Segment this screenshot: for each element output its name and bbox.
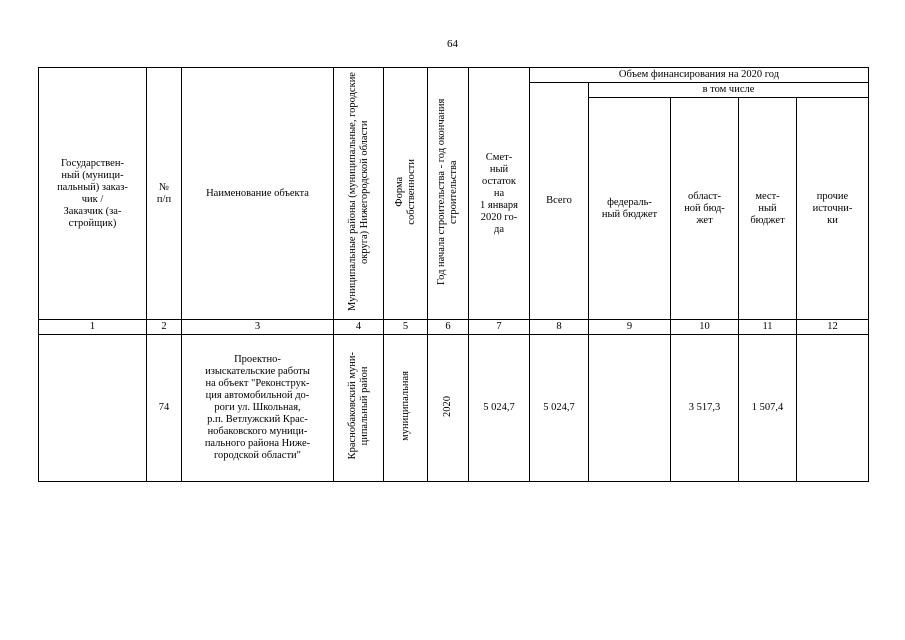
col-num-1: 1 (39, 320, 147, 335)
header-object-name: Наименование объекта (182, 68, 334, 320)
col-num-3: 3 (182, 320, 334, 335)
row-district: Краснобаковский муни- ципальный район (334, 335, 384, 482)
col-num-12: 12 (797, 320, 869, 335)
column-numbers-row (39, 320, 869, 335)
row-other (797, 335, 869, 482)
header-customer: Государствен- ный (муници- пальный) заказ- чик / Заказчик (за- стройщик) (39, 68, 147, 320)
header-districts: Муниципальные районы (муниципальные, городские округа) Нижегородской области (334, 68, 384, 320)
col-num-10: 10 (671, 320, 739, 335)
row-total: 5 024,7 (530, 335, 589, 482)
row-federal (589, 335, 671, 482)
row-local: 1 507,4 (739, 335, 797, 482)
row-ownership: муниципальная (384, 335, 428, 482)
header-row-1 (39, 68, 869, 83)
col-num-11: 11 (739, 320, 797, 335)
page-number: 64 (447, 38, 458, 50)
header-ownership: Форма собственности (384, 68, 428, 320)
col-num-8: 8 (530, 320, 589, 335)
col-num-5: 5 (384, 320, 428, 335)
header-financing: Объем финансирования на 2020 год (530, 68, 869, 83)
row-num: 74 (147, 335, 182, 482)
col-num-4: 4 (334, 320, 384, 335)
row-customer (39, 335, 147, 482)
col-num-9: 9 (589, 320, 671, 335)
header-total: Всего (530, 83, 589, 320)
col-num-2: 2 (147, 320, 182, 335)
header-federal: федераль- ный бюджет (589, 98, 671, 320)
row-years: 2020 (428, 335, 469, 482)
row-regional: 3 517,3 (671, 335, 739, 482)
row-estimate: 5 024,7 (469, 335, 530, 482)
header-num: № п/п (147, 68, 182, 320)
header-years: Год начала строительства - год окончания строительства (428, 68, 469, 320)
construction-program-table (38, 67, 869, 482)
col-num-6: 6 (428, 320, 469, 335)
header-including: в том числе (589, 83, 869, 98)
row-object-name: Проектно- изыскательские работы на объект "Реконструк- ция автомобильной до- роги ул. Школьная, р.п. Ветлужский Крас- нобаковского муници- пального района Ниже- городской области" (182, 335, 334, 482)
header-local: мест- ный бюджет (739, 98, 797, 320)
table-row (39, 335, 869, 482)
col-num-7: 7 (469, 320, 530, 335)
header-other: прочие источни- ки (797, 98, 869, 320)
header-regional: област- ной бюд- жет (671, 98, 739, 320)
header-estimate: Смет- ный остаток на 1 января 2020 го- да (469, 68, 530, 320)
